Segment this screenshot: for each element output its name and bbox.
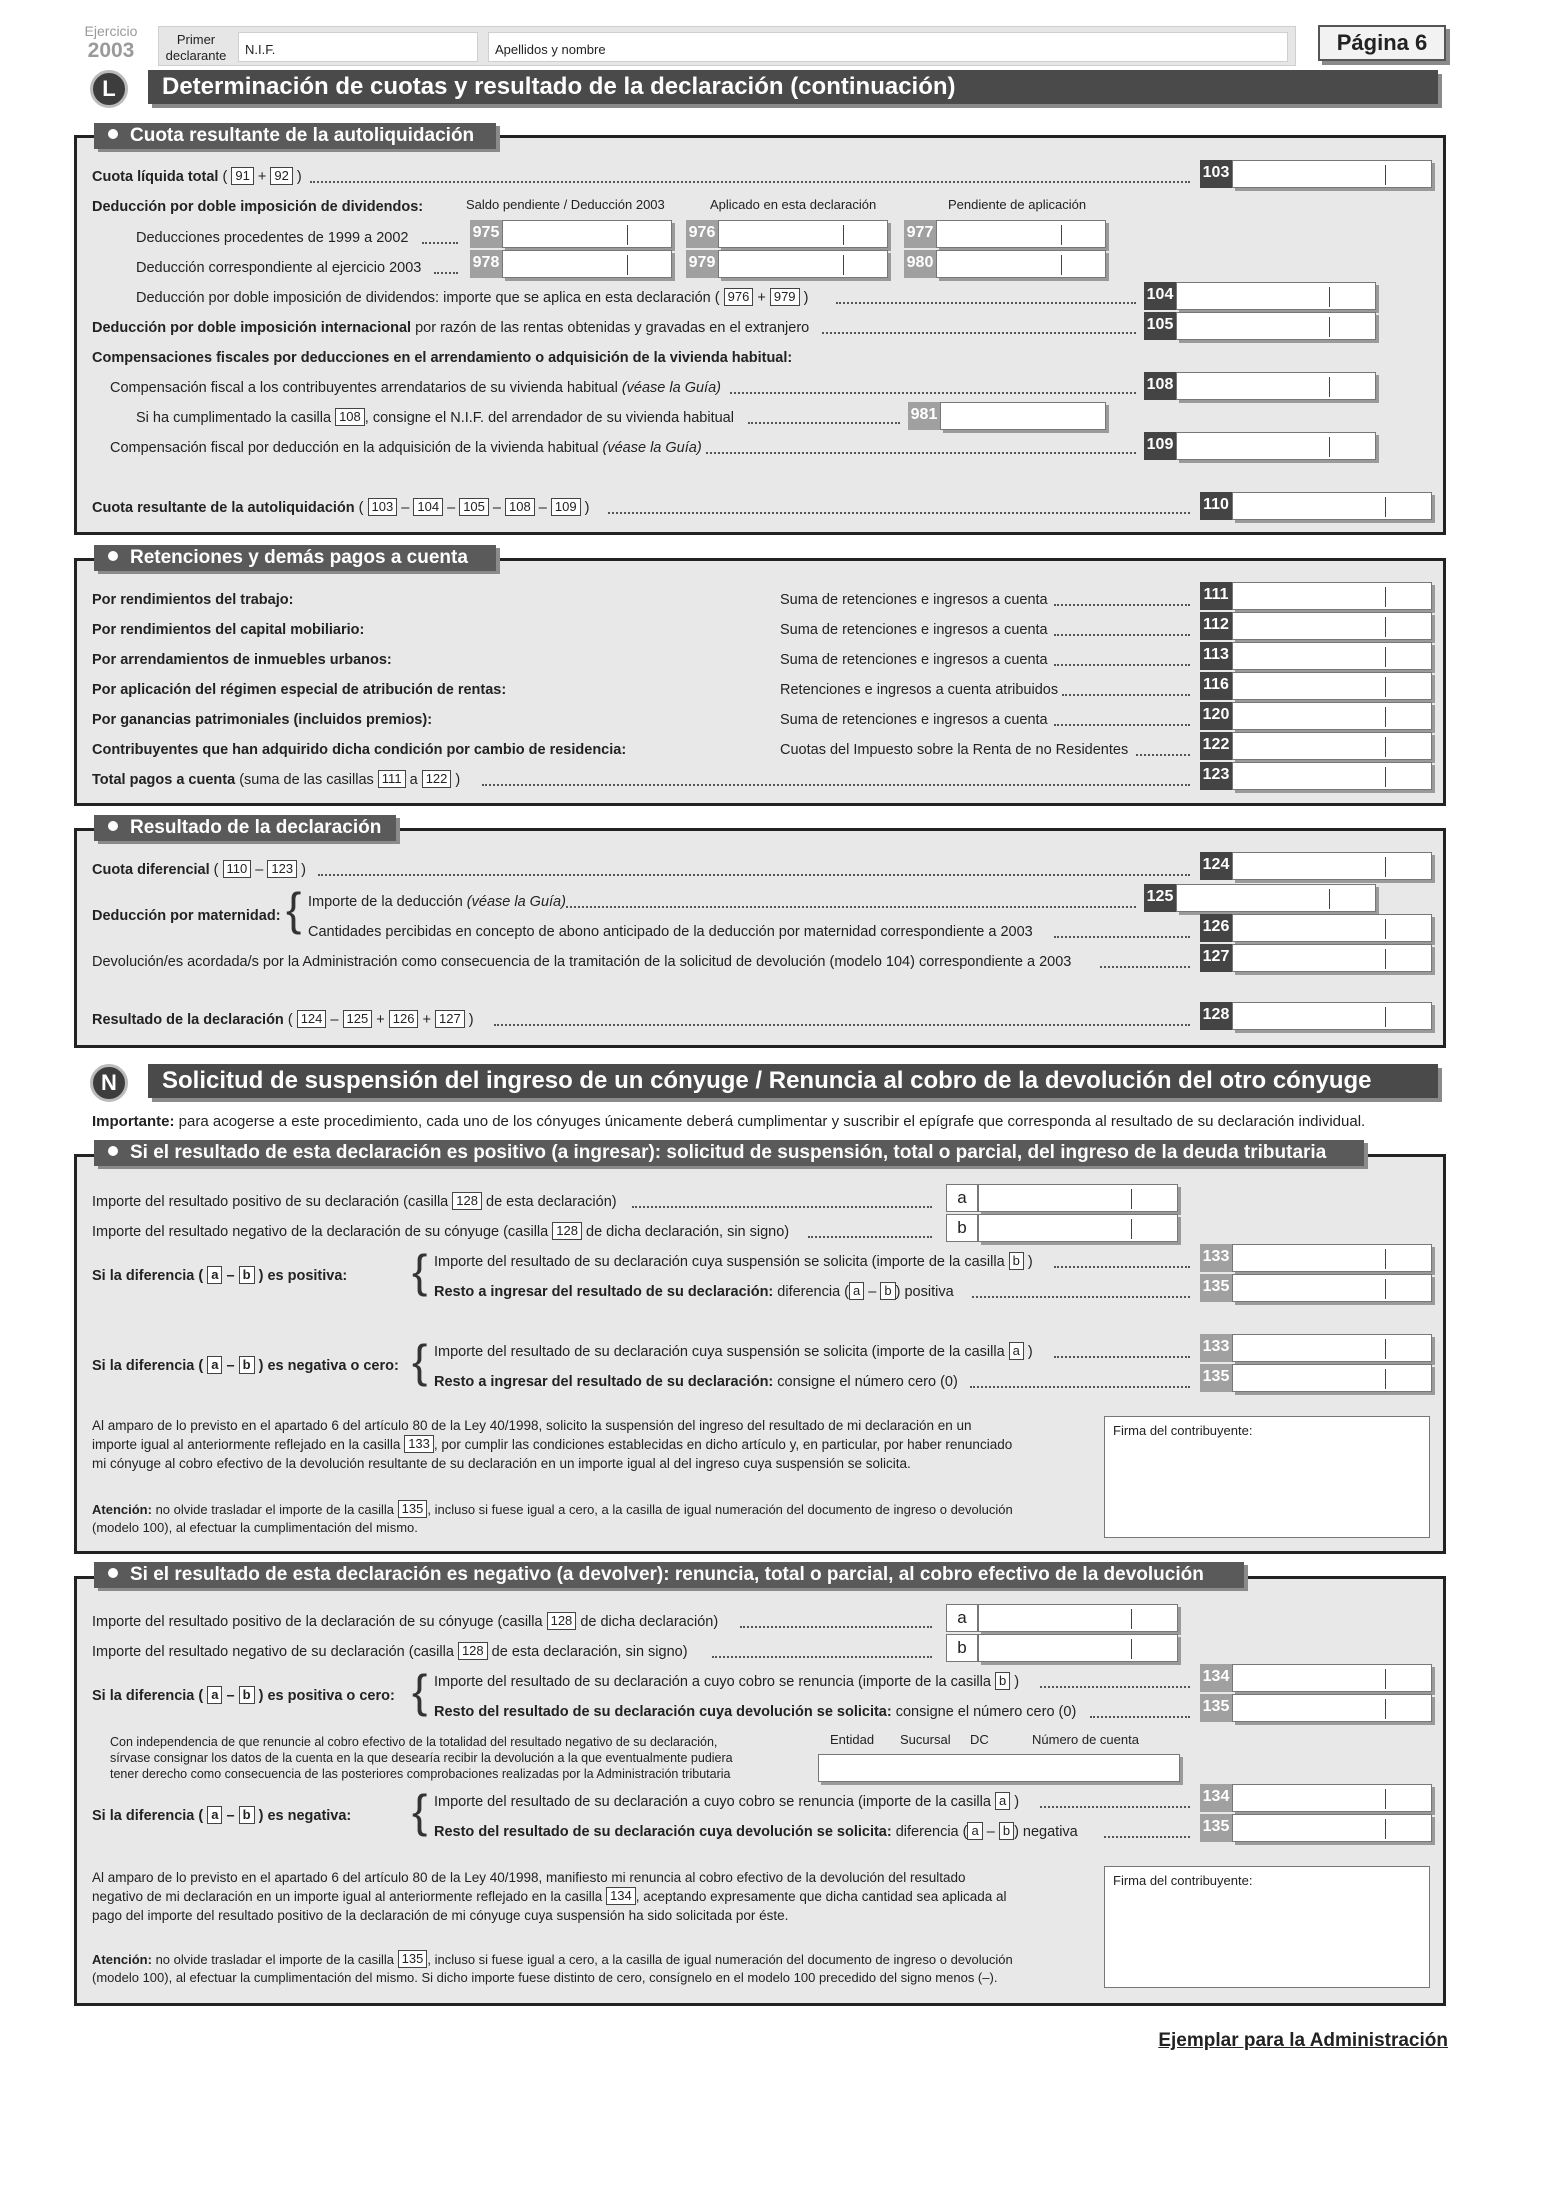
casilla-978-field[interactable] [502,250,672,278]
leader-dots [632,1195,932,1208]
casilla-116-field[interactable] [1232,672,1432,700]
leader-dots [1054,1255,1190,1268]
bullet-icon [108,1568,118,1578]
entidad-label: Entidad [830,1732,875,1747]
casilla-124-label: 124 [1200,852,1232,880]
firma-label: Firma del contribuyente: [1113,1423,1253,1438]
casilla-978-label: 978 [470,250,502,278]
primer-declarante-label: Primer declarante [165,32,227,63]
leader-dots [608,501,1190,514]
row-cuota-liquida: Cuota líquida total ( 91 + 92 ) [92,168,302,185]
col-aplicado-label: Aplicado en esta declaración [710,197,877,212]
leader-dots [494,1013,1190,1026]
dividendos-label: Deducción por doble imposición de dividendos: [92,199,424,215]
casilla-977-field[interactable] [936,220,1106,248]
ejercicio-label: Ejercicio [84,23,138,39]
leader-dots [482,773,1190,786]
neg-line-a: Importe del resultado positivo de la declaración de su cónyuge (casilla 128 de dicha declaración) [92,1613,719,1630]
pos-resto-line: Resto a ingresar del resultado de su declaración: diferencia ( a – b ) positiva [434,1283,954,1300]
neg-field-a[interactable] [978,1604,1178,1632]
ref-91: 91 [231,167,253,185]
neg-resto-line: Resto del resultado de su declaración cuya devolución se solicita: consigne el número cero (0) [434,1704,1077,1720]
casilla-122-label: 122 [1200,732,1232,760]
casilla-105-field[interactable] [1176,312,1376,340]
leader-dots [1090,1705,1190,1718]
casilla-981-label: 981 [908,402,940,430]
row-comp-arrend: Compensación fiscal a los contribuyentes arrendatarios de su vivienda habitual (véase la Guía) [110,380,721,396]
casilla-120-field[interactable] [1232,702,1432,730]
panel-title-negativo: Si el resultado de esta declaración es negativo (a devolver): renuncia, total o parcial, al cobro efectivo de la devolución [94,1562,1244,1588]
casilla-979-field[interactable] [718,250,888,278]
casilla-110-field[interactable] [1232,492,1432,520]
leader-dots [1100,955,1190,968]
neg-dif-positiva: Si la diferencia ( a – b ) es positiva o cero: [92,1687,395,1704]
ret-label: Por aplicación del régimen especial de atribución de rentas: [92,682,507,698]
leader-dots [1062,683,1190,696]
leader-dots [1054,623,1190,636]
casilla-112-label: 112 [1200,612,1232,640]
ret-desc: Suma de retenciones e ingresos a cuenta [780,622,1048,638]
casilla-116-label: 116 [1200,672,1232,700]
row-cuota-resultante: Cuota resultante de la autoliquidación ( 103 – 104 – 105 – 108 – 109 ) [92,499,590,516]
leader-dots [310,170,1190,183]
pos-dif-positiva: Si la diferencia ( a – b ) es positiva: [92,1267,348,1284]
casilla-135b-field[interactable] [1232,1364,1432,1392]
ref-92: 92 [270,167,292,185]
bullet-icon [108,1146,118,1156]
nif-label: N.I.F. [245,42,276,57]
pos-dif-negativa: Si la diferencia ( a – b ) es negativa o cero: [92,1357,399,1374]
pos-atencion-text: Atención: no olvide trasladar el importe de la casilla 135 , incluso si fuese igual a cero, a la casilla de igual numeración del documento de ingreso o devolución (modelo 100), al efectuar la cumplimentación del mismo. [92,1501,1013,1535]
leader-dots [748,411,900,424]
panel-title-cuota: Cuota resultante de la autoliquidación [94,123,496,149]
compensaciones-label: Compensaciones fiscales por deducciones en el arrendamiento o adquisición de la vivienda habitual: [92,350,793,366]
leader-dots [1054,593,1190,606]
casilla-113-field[interactable] [1232,642,1432,670]
ret-label: Contribuyentes que han adquirido dicha condición por cambio de residencia: [92,742,627,758]
casilla-120-label: 120 [1200,702,1232,730]
casilla-135d-label: 135 [1200,1814,1232,1842]
leader-dots [808,1225,932,1238]
casilla-980-label: 980 [904,250,936,278]
neg-field-b[interactable] [978,1634,1178,1662]
casilla-135d-field[interactable] [1232,1814,1432,1842]
footer-ejemplar: Ejemplar para la Administración [1158,2030,1448,2051]
leader-dots [566,895,1136,908]
ded-2003-label: Deducción correspondiente al ejercicio 2003 [136,260,422,276]
section-letter-N: N [90,1064,128,1102]
bullet-icon [108,551,118,561]
ded-1999-2002-label: Deducciones procedentes de 1999 a 2002 [136,230,409,246]
ret-desc: Retenciones e ingresos a cuenta atribuidos [780,682,1059,698]
casilla-981-nif-field[interactable] [940,402,1106,430]
row-resultado-declaracion: Resultado de la declaración ( 124 – 125 + 126 + 127 ) [92,1011,474,1028]
leader-dots [434,261,458,274]
brace-icon: { [412,1785,428,1837]
panel-title-resultado: Resultado de la declaración [94,815,396,841]
field-b-label: b [946,1634,978,1662]
ret-desc: Suma de retenciones e ingresos a cuenta [780,712,1048,728]
casilla-133b-label: 133 [1200,1334,1232,1362]
casilla-109-label: 109 [1144,432,1176,460]
casilla-111-field[interactable] [1232,582,1432,610]
panel-title-positivo: Si el resultado de esta declaración es positivo (a ingresar): solicitud de suspensión, total o parcial, del ingreso de la deuda tributaria [94,1140,1364,1166]
panel-title-retenciones: Retenciones y demás pagos a cuenta [94,545,496,571]
leader-dots [1054,925,1190,938]
casilla-122-field[interactable] [1232,732,1432,760]
leader-dots [1054,653,1190,666]
casilla-127-label: 127 [1200,944,1232,972]
devolucion-label: Devolución/es acordada/s por la Administración como consecuencia de la tramitación de la solicitud de devolución (modelo 104) correspondiente a 2003 [92,954,1072,970]
neg-atencion-text: Atención: no olvide trasladar el importe de la casilla 135 , incluso si fuese igual a cero, a la casilla de igual numeración del documento de ingreso o devolución (modelo 100), al efectuar la cumplimentación del mismo. Si dicho importe fuese distinto de cero, consígnelo en el modelo 100 precedido del signo menos (–). [92,1951,1013,1985]
casilla-113-label: 113 [1200,642,1232,670]
section-title-N: Solicitud de suspensión del ingreso de un cónyuge / Renuncia al cobro de la devolución del otro cónyuge [148,1064,1438,1098]
casilla-133b-field[interactable] [1232,1334,1432,1362]
casilla-126-label: 126 [1200,914,1232,942]
row-comp-adq: Compensación fiscal por deducción en la adquisición de la vivienda habitual (véase la Guía) [110,440,702,456]
neg-independencia-text: Con independencia de que renuncie al cobro efectivo de la totalidad del resultado negativo de su declaración, sírvase consignar los datos de la cuenta en la que desearía recibir la devolución a la que eventualmente pudiera tener derecho como consecuencia de las posteriores comprobaciones realizadas por la Administración tributaria [110,1735,733,1781]
maternidad-label: Deducción por maternidad: [92,908,281,924]
pos-susp-line: Importe del resultado de su declaración cuya suspensión se solicita (importe de la casilla b ) [434,1253,1033,1270]
field-a-label: a [946,1604,978,1632]
leader-dots [1054,713,1190,726]
section-title-L: Determinación de cuotas y resultado de la declaración (continuación) [148,70,1438,104]
brace-icon: { [412,1335,428,1387]
ret-label: Por arrendamientos de inmuebles urbanos: [92,652,392,668]
brace-icon: { [286,883,302,935]
leader-dots [822,321,1136,334]
importante-note: Importante: para acogerse a este procedimiento, cada uno de los cónyuges únicamente deberá cumplimentar y suscribir el epígrafe que corresponda al resultado de su declaración individual. [92,1113,1366,1130]
row-cuota-diferencial: Cuota diferencial ( 110 – 123 ) [92,861,306,878]
casilla-133-label: 133 [1200,1244,1232,1272]
leader-dots [970,1375,1190,1388]
leader-dots [712,1645,932,1658]
ret-label: Por rendimientos del capital mobiliario: [92,622,365,638]
mat-cantidades-label: Cantidades percibidas en concepto de abono anticipado de la deducción por maternidad correspondiente a 2003 [308,924,1033,940]
casilla-128-field[interactable] [1232,1002,1432,1030]
row-mat-importe: Importe de la deducción (véase la Guía) [308,894,566,910]
leader-dots [1054,1345,1190,1358]
section-letter-L: L [90,70,128,108]
ret-label: Por rendimientos del trabajo: [92,592,294,608]
ejercicio-year: 2003 [87,39,135,62]
pos-line-a: Importe del resultado positivo de su declaración (casilla 128 de esta declaración) [92,1193,617,1210]
casilla-975-label: 975 [470,220,502,248]
pos-field-b[interactable] [978,1214,1178,1242]
casilla-135b-label: 135 [1200,1364,1232,1392]
ret-desc: Cuotas del Impuesto sobre la Renta de no Residentes [780,742,1129,758]
leader-dots [318,863,1190,876]
sucursal-label: Sucursal [900,1732,951,1747]
field-b-label: b [946,1214,978,1242]
pos-firma-box[interactable] [1104,1416,1430,1538]
pos-line-b: Importe del resultado negativo de la declaración de su cónyuge (casilla 128 de dicha declaración, sin signo) [92,1223,790,1240]
row-internacional: Deducción por doble imposición internacional por razón de las rentas obtenidas y gravadas en el extranjero [92,320,810,336]
casilla-124-field[interactable] [1232,852,1432,880]
ret-desc: Suma de retenciones e ingresos a cuenta [780,592,1048,608]
neg-firma-box[interactable] [1104,1866,1430,1988]
casilla-105-label: 105 [1144,312,1176,340]
brace-icon: { [412,1665,428,1717]
numero-cuenta-label: Número de cuenta [1032,1732,1139,1747]
leader-dots [740,1615,932,1628]
row-total-pagos: Total pagos a cuenta (suma de las casillas 111 a 122 ) [92,771,461,788]
casilla-103-label: 103 [1200,160,1232,188]
nif-field[interactable] [238,32,478,62]
neg-renuncia-line: Importe del resultado de su declaración a cuyo cobro se renuncia (importe de la casilla b ) [434,1673,1020,1690]
casilla-125-label: 125 [1144,884,1176,912]
firma-label: Firma del contribuyente: [1113,1873,1253,1888]
neg-renuncia-line-2: Importe del resultado de su declaración a cuyo cobro se renuncia (importe de la casilla a ) [434,1793,1020,1810]
neg-line-b: Importe del resultado negativo de su declaración (casilla 128 de esta declaración, sin signo) [92,1643,688,1660]
casilla-104-label: 104 [1144,282,1176,310]
casilla-128-label: 128 [1200,1002,1232,1030]
row-comp-nif: Si ha cumplimentado la casilla 108 , consigne el N.I.F. del arrendador de su vivienda habitual [136,409,734,426]
brace-icon: { [412,1245,428,1297]
leader-dots [706,441,1136,454]
casilla-111-label: 111 [1200,582,1232,610]
leader-dots [1136,743,1190,756]
col-saldo-label: Saldo pendiente / Deducción 2003 [466,197,665,212]
casilla-135-label: 135 [1200,1274,1232,1302]
casilla-980-field[interactable] [936,250,1106,278]
casilla-108-field[interactable] [1176,372,1376,400]
dc-label: DC [970,1732,989,1747]
casilla-127-field[interactable] [1232,944,1432,972]
casilla-975-field[interactable] [502,220,672,248]
page-number: Página 6 [1318,25,1446,61]
bullet-icon [108,821,118,831]
pos-amparo-text: Al amparo de lo previsto en el apartado 6 del artículo 80 de la Ley 40/1998, solicito la suspensión del ingreso del resultado de mi declaración en un importe igual al anteriormente reflejado en la casilla 133 , por cumplir las condiciones establecidas en dicho artículo y, en particular, por haber renunciado mi cónyuge al cobro efectivo de la devolución resultante de su declaración en un importe igual al del ingreso cuya suspensión se solicita. [92,1418,1013,1471]
casilla-125-field[interactable] [1176,884,1376,912]
casilla-134-label: 134 [1200,1664,1232,1692]
casilla-976-field[interactable] [718,220,888,248]
ret-desc: Suma de retenciones e ingresos a cuenta [780,652,1048,668]
casilla-135-field[interactable] [1232,1274,1432,1302]
casilla-108-label: 108 [1144,372,1176,400]
casilla-103-field[interactable] [1232,160,1432,188]
casilla-134b-label: 134 [1200,1784,1232,1812]
neg-amparo-text: Al amparo de lo previsto en el apartado 6 del artículo 80 de la Ley 40/1998, manifiesto mi renuncia al cobro efectivo de la devolución del resultado negativo de mi declaración en un importe igual al anteriormente reflejado en la casilla 134 , aceptando expresamente que dicha cantidad sea aplicada al pago del importe del resultado positivo de la declaración de mi cónyuge cuya suspensión ha sido solicitada por éste. [92,1870,1007,1923]
nombre-field[interactable] [488,32,1288,62]
leader-dots [422,231,458,244]
casilla-976-label: 976 [686,220,718,248]
leader-dots [972,1285,1190,1298]
casilla-135c-label: 135 [1200,1694,1232,1722]
neg-resto-line-2: Resto del resultado de su declaración cuya devolución se solicita: diferencia ( a – b ) negativa [434,1823,1078,1840]
casilla-979-label: 979 [686,250,718,278]
casilla-110-label: 110 [1200,492,1232,520]
bullet-icon [108,129,118,139]
field-a-label: a [946,1184,978,1212]
casilla-104-field[interactable] [1176,282,1376,310]
cuenta-bancaria-field[interactable] [818,1754,1180,1782]
leader-dots [1104,1825,1190,1838]
casilla-977-label: 977 [904,220,936,248]
casilla-123-label: 123 [1200,762,1232,790]
row-ded-importe: Deducción por doble imposición de dividendos: importe que se aplica en esta declaración ( 976 + 979 ) [136,289,809,306]
neg-dif-negativa: Si la diferencia ( a – b ) es negativa: [92,1807,352,1824]
leader-dots [1040,1675,1190,1688]
leader-dots [730,381,1136,394]
casilla-123-field[interactable] [1232,762,1432,790]
pos-susp-line-2: Importe del resultado de su declaración cuya suspensión se solicita (importe de la casilla a ) [434,1343,1033,1360]
pos-field-a[interactable] [978,1184,1178,1212]
leader-dots [836,291,1136,304]
casilla-134b-field[interactable] [1232,1784,1432,1812]
casilla-126-field[interactable] [1232,914,1432,942]
leader-dots [1040,1795,1190,1808]
pos-resto-line-2: Resto a ingresar del resultado de su declaración: consigne el número cero (0) [434,1374,958,1390]
casilla-134-field[interactable] [1232,1664,1432,1692]
casilla-112-field[interactable] [1232,612,1432,640]
casilla-109-field[interactable] [1176,432,1376,460]
ret-label: Por ganancias patrimoniales (incluidos premios): [92,712,433,728]
casilla-135c-field[interactable] [1232,1694,1432,1722]
nombre-label: Apellidos y nombre [495,42,606,57]
col-pendiente-label: Pendiente de aplicación [948,197,1087,212]
casilla-133-field[interactable] [1232,1244,1432,1272]
